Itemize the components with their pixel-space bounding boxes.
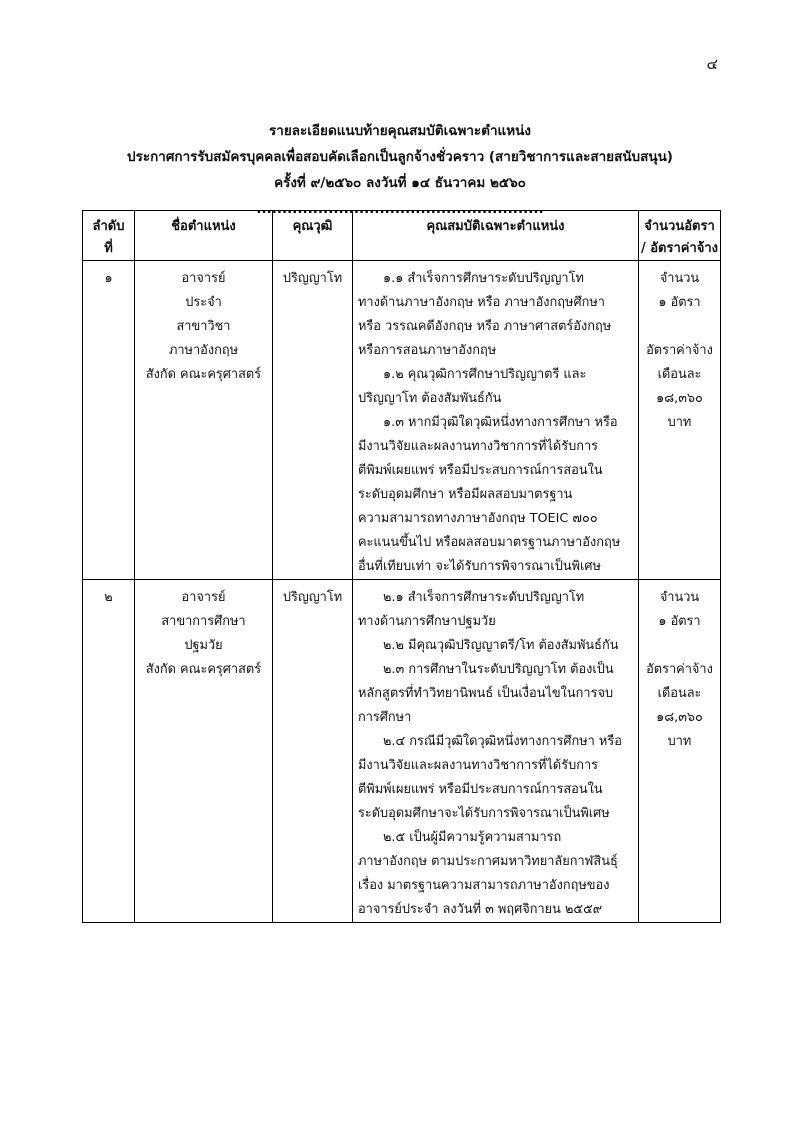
qualifications-table [82,210,721,923]
header-announcement: ประกาศการรับสมัครบุคคลเพื่อสอบคัดเลือกเป็นลูกจ้างชั่วคราว (สายวิชาการและสายสนับสนุน) [127,149,673,165]
header-date: ครั้งที่ ๙/๒๕๖๐ ลงวันที่ ๑๔ ธันวาคม ๒๕๖๐ [274,175,526,191]
position-name: อาจารย์ ประจำ สาขาวิชา ภาษาอังกฤษ สังกัด คณะครุศาสตร์ [135,261,273,580]
header-no: ลำดับ ที่ [83,211,135,261]
document-header [0,118,800,222]
table-header-row [83,211,721,261]
rate-and-wage: จำนวน ๑ อัตรา อัตราค่าจ้าง เดือนละ ๑๘,๓๖๐ บาท [639,580,721,923]
row-number: ๒ [83,580,135,923]
qualification-details: ๑.๑ สำเร็จการศึกษาระดับปริญญาโท ทางด้านภาษาอังกฤษ หรือ ภาษาอังกฤษศึกษา หรือ วรรณคดีอังกฤษ หรือ ภาษาศาสตร์อังกฤษ หรือการสอนภาษาอังกฤษ ๑.๒ คุณวุฒิการศึกษาปริญญาตรี และ ปริญญาโท ต้องสัมพันธ์กัน ๑.๓ หากมีวุฒิใดวุฒิหนึ่งทางการศึกษา หรือ มีงานวิจัยและผลงานทางวิชาการที่ได้รับการ ตีพิมพ์เผยแพร่ หรือมีประสบการณ์การสอนใน ระดับอุดมศึกษา หรือมีผลสอบมาตรฐาน ความสามารถทางภาษาอังกฤษ TOEIC ๗๐๐ คะแนนขึ้นไป หรือผลสอบมาตรฐานภาษาอังกฤษ อื่นที่เทียบเท่า จะได้รับการพิจารณาเป็นพิเศษ [353,261,639,580]
page-number: ๔ [706,55,718,73]
header-rate: จำนวนอัตรา / อัตราค่าจ้าง [639,211,721,261]
degree: ปริญญาโท [273,261,353,580]
header-title: รายละเอียดแนบท้ายคุณสมบัติเฉพาะตำแหน่ง [269,123,531,139]
degree: ปริญญาโท [273,580,353,923]
header-dotted-separator: ........................................................ [256,201,544,217]
qualification-details: ๒.๑ สำเร็จการศึกษาระดับปริญญาโท ทางด้านการศึกษาปฐมวัย ๒.๒ มีคุณวุฒิปริญญาตรี/โท ต้องสัมพันธ์กัน ๒.๓ การศึกษาในระดับปริญญาโท ต้องเป็น หลักสูตรที่ทำวิทยานิพนธ์ เป็นเงื่อนไขในการจบ การศึกษา ๒.๔ กรณีมีวุฒิใดวุฒิหนึ่งทางการศึกษา หรือ มีงานวิจัยและผลงานทางวิชาการที่ได้รับการ ตีพิมพ์เผยแพร่ หรือมีประสบการณ์การสอนใน ระดับอุดมศึกษาจะได้รับการพิจารณาเป็นพิเศษ ๒.๕ เป็นผู้มีความรู้ความสามารถ ภาษาอังกฤษ ตามประกาศมหาวิทยาลัยกาฬสินธุ์ เรื่อง มาตรฐานความสามารถภาษาอังกฤษของ อาจารย์ประจำ ลงวันที่ ๓ พฤศจิกายน ๒๕๕๙ [353,580,639,923]
table-row [83,580,721,923]
header-position: ชื่อตำแหน่ง [135,211,273,261]
rate-and-wage: จำนวน ๑ อัตรา อัตราค่าจ้าง เดือนละ ๑๘,๓๖๐ บาท [639,261,721,580]
table-row [83,261,721,580]
header-qualifications: คุณสมบัติเฉพาะตำแหน่ง [353,211,639,261]
row-number: ๑ [83,261,135,580]
position-name: อาจารย์ สาขาการศึกษา ปฐมวัย สังกัด คณะครุศาสตร์ [135,580,273,923]
header-degree: คุณวุฒิ [273,211,353,261]
